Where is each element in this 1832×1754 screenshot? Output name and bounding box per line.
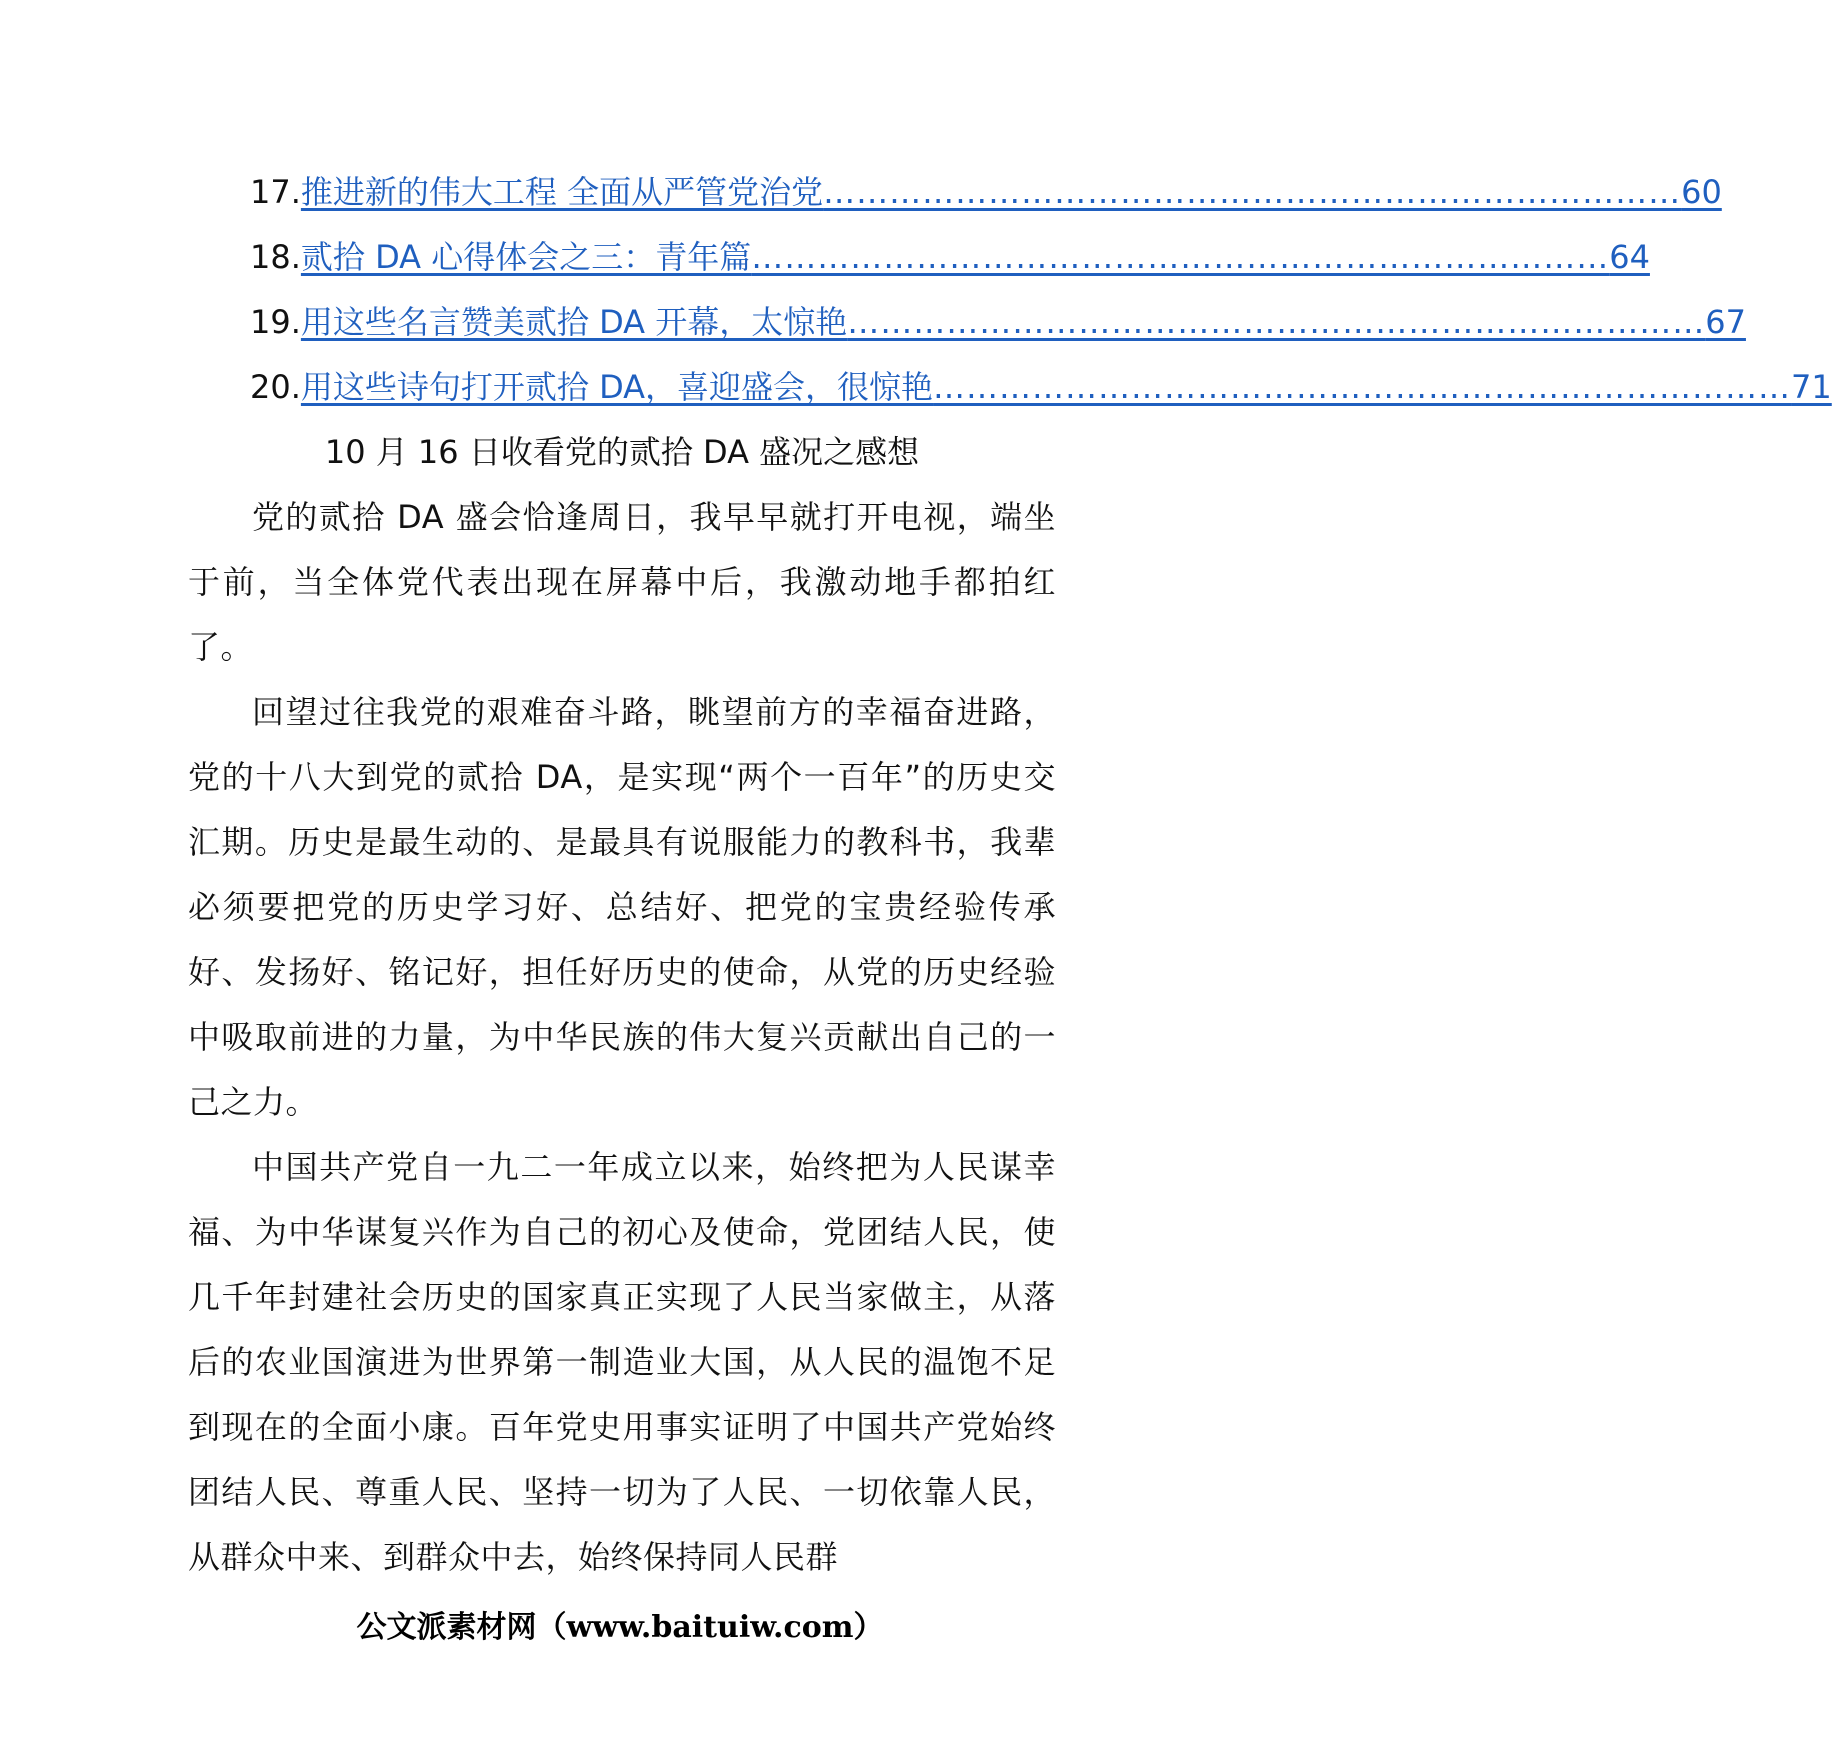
toc-leader-dots: …………………………………………………………………… xyxy=(751,238,1610,276)
toc-number: 20. xyxy=(250,368,301,406)
toc-leader-dots: …………………………………………………………………… xyxy=(823,173,1682,211)
toc-entry-18 xyxy=(188,225,1650,290)
toc-page-number: 71 xyxy=(1791,368,1832,406)
essay-paragraph-3: 中国共产党自一九二一年成立以来，始终把为人民谋幸福、为中华谋复兴作为自己的初心及使命，党团结人民，使几千年封建社会历史的国家真正实现了人民当家做主，从落后的农业国演进为世界第一制造业大国，从人民的温饱不足到现在的全面小康。百年党史用事实证明了中国共产党始终团结人民、尊重人民、坚持一切为了人民、一切依靠人民，从群众中来、到群众中去，始终保持同人民群 xyxy=(188,1148,1056,1576)
toc-page-number: 60 xyxy=(1681,173,1722,211)
toc-link-17[interactable] xyxy=(301,160,1722,225)
essay-title: 10 月 16 日收看党的贰拾 DA 盛况之感想 xyxy=(324,433,920,471)
toc-leader-dots: …………………………………………………………………… xyxy=(933,368,1792,406)
toc-title: 贰拾 DA 心得体会之三：青年篇 xyxy=(300,238,752,276)
toc-entry-20 xyxy=(188,355,1832,420)
page-content xyxy=(188,160,1832,1590)
toc-link-20[interactable] xyxy=(301,355,1832,420)
toc-number: 17. xyxy=(250,173,301,211)
essay-paragraph-2: 回望过往我党的艰难奋斗路，眺望前方的幸福奋进路，党的十八大到党的贰拾 DA，是实现“两个一百年”的历史交汇期。历史是最生动的、是最具有说服能力的教科书，我辈必须要把党的历史学习好、总结好、把党的宝贵经验传承好、发扬好、铭记好，担任好历史的使命，从党的历史经验中吸取前进的力量，为中华民族的伟大复兴贡献出自己的一己之力。 xyxy=(188,693,1056,1121)
toc-page-number: 67 xyxy=(1705,303,1746,341)
toc-number: 19. xyxy=(250,303,301,341)
page-footer: 公文派素材网（www.baituiw.com） xyxy=(356,1610,884,1645)
toc-entry-19 xyxy=(188,290,1746,355)
toc-leader-dots: …………………………………………………………………… xyxy=(847,303,1706,341)
toc-title: 推进新的伟大工程 全面从严管党治党 xyxy=(300,173,824,211)
toc-entry-17 xyxy=(188,160,1722,225)
toc-title: 用这些名言赞美贰拾 DA 开幕，太惊艳 xyxy=(300,303,848,341)
toc-link-18[interactable] xyxy=(301,225,1650,290)
essay-paragraph-1: 党的贰拾 DA 盛会恰逢周日，我早早就打开电视，端坐于前，当全体党代表出现在屏幕中后，我激动地手都拍红了。 xyxy=(188,498,1056,666)
toc-title: 用这些诗句打开贰拾 DA，喜迎盛会，很惊艳 xyxy=(300,368,934,406)
toc-link-19[interactable] xyxy=(301,290,1746,355)
toc-number: 18. xyxy=(250,238,301,276)
toc-page-number: 64 xyxy=(1609,238,1650,276)
table-of-contents xyxy=(188,160,1832,420)
